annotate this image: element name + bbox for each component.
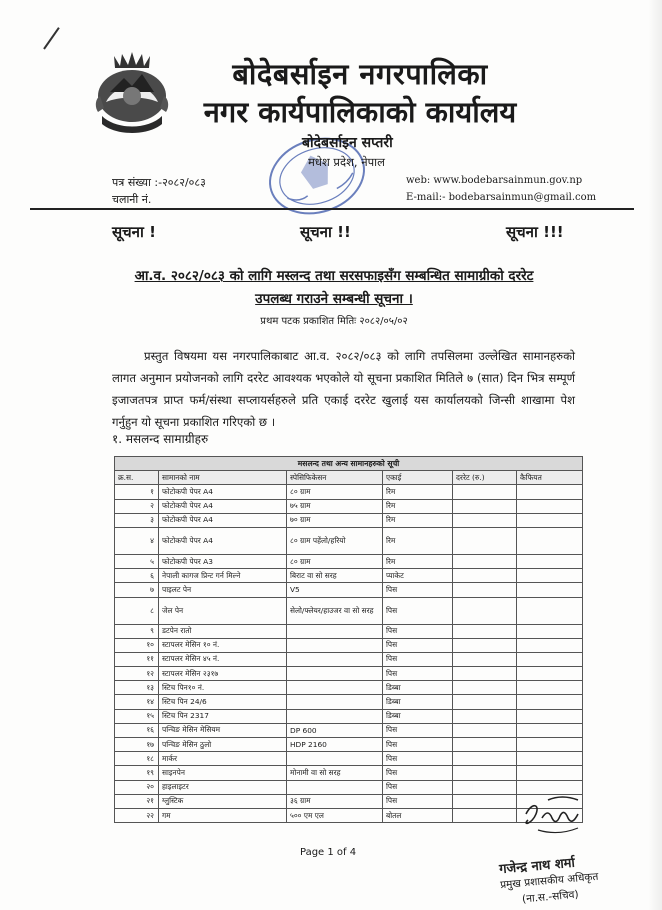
table-row: [115, 513, 583, 527]
unit-cell: रिम: [383, 499, 453, 513]
table-header-row: [115, 471, 583, 485]
published-date: प्रथम पटक प्रकाशित मितिः २०८२/०५/०२: [260, 316, 408, 327]
rate-cell: [453, 583, 517, 597]
remarks-cell: [517, 485, 583, 499]
rate-cell: [453, 527, 517, 554]
rate-cell: [453, 780, 517, 794]
column-header: दररेट (रु.): [453, 471, 517, 485]
remarks-cell: [517, 723, 583, 737]
specification-cell: [287, 681, 383, 695]
table-row: [115, 780, 583, 794]
remarks-cell: [517, 695, 583, 709]
unit-cell: पिस: [383, 752, 453, 766]
unit-cell: रिम: [383, 513, 453, 527]
table-row: [115, 638, 583, 652]
serial-cell: ६: [115, 569, 159, 583]
table-row: [115, 554, 583, 568]
item-name-cell: फोटोकपी पेपर A4: [159, 499, 287, 513]
serial-cell: १: [115, 485, 159, 499]
signatory-name: गजेन्द्र नाथ शर्मा: [498, 855, 576, 878]
item-name-cell: पन्चिङ मेसिन मेसियम: [159, 723, 287, 737]
item-name-cell: फोटोकपी पेपर A3: [159, 554, 287, 568]
specification-cell: HDP 2160: [287, 738, 383, 752]
items-table: [114, 456, 583, 823]
remarks-cell: [517, 624, 583, 638]
table-row: [115, 681, 583, 695]
address-line-2: मधेश प्रदेश, नेपाल: [308, 155, 385, 169]
specification-cell: ८० ग्राम पहेंलो/हरियो: [287, 527, 383, 554]
table-row: [115, 723, 583, 737]
specification-cell: ५०० एम एल: [287, 808, 383, 822]
table-caption: मसलन्द तथा अन्य सामानहरुको सूची: [115, 457, 583, 471]
serial-cell: ११: [115, 652, 159, 666]
remarks-cell: [517, 554, 583, 568]
specification-cell: ८० ग्राम: [287, 485, 383, 499]
specification-cell: [287, 624, 383, 638]
serial-cell: १९: [115, 766, 159, 780]
table-row: [115, 709, 583, 723]
signatory-title: प्रमुख प्रशासकीय अधिकृत: [499, 870, 599, 892]
remarks-cell: [517, 569, 583, 583]
unit-cell: डिब्बा: [383, 695, 453, 709]
unit-cell: पिस: [383, 583, 453, 597]
specification-cell: ८० ग्राम: [287, 554, 383, 568]
remarks-cell: [517, 583, 583, 597]
remarks-cell: [517, 738, 583, 752]
serial-cell: २२: [115, 808, 159, 822]
rate-cell: [453, 709, 517, 723]
unit-cell: पिस: [383, 624, 453, 638]
item-name-cell: पन्चिङ मेसिन ठुलो: [159, 738, 287, 752]
rate-cell: [453, 652, 517, 666]
rate-cell: [453, 624, 517, 638]
scan-shadow: [648, 0, 662, 910]
dispatch-number: चलानी नं.: [112, 193, 152, 206]
remarks-cell: [517, 681, 583, 695]
column-header: कैफियत: [517, 471, 583, 485]
signature-scribble: [518, 792, 588, 840]
unit-cell: पिस: [383, 638, 453, 652]
specification-cell: ३६ ग्राम: [287, 794, 383, 808]
specification-cell: V5: [287, 583, 383, 597]
item-name-cell: स्टिच पिन 24/6: [159, 695, 287, 709]
table-row: [115, 624, 583, 638]
remarks-cell: [517, 752, 583, 766]
item-name-cell: फोटोकपी पेपर A4: [159, 485, 287, 499]
pen-mark: [43, 27, 60, 49]
table-row: [115, 752, 583, 766]
rate-cell: [453, 569, 517, 583]
serial-cell: १३: [115, 681, 159, 695]
rate-cell: [453, 638, 517, 652]
item-name-cell: फोटोकपी पेपर A4: [159, 513, 287, 527]
unit-cell: प्याकेट: [383, 569, 453, 583]
specification-cell: [287, 695, 383, 709]
header-divider: [30, 208, 634, 210]
remarks-cell: [517, 766, 583, 780]
serial-cell: ८: [115, 597, 159, 624]
page-number: Page 1 of 4: [300, 847, 357, 858]
serial-cell: १८: [115, 752, 159, 766]
item-name-cell: ग्लुस्टिक: [159, 794, 287, 808]
signatory-role: (ना.स.-सचिव): [521, 888, 580, 906]
item-name-cell: जेल पेन: [159, 597, 287, 624]
serial-cell: १४: [115, 695, 159, 709]
unit-cell: रिम: [383, 485, 453, 499]
specification-cell: DP 600: [287, 723, 383, 737]
table-row: [115, 652, 583, 666]
rate-cell: [453, 794, 517, 808]
specification-cell: ७५ ग्राम: [287, 499, 383, 513]
item-name-cell: स्टिच पिन१० नं.: [159, 681, 287, 695]
unit-cell: पिस: [383, 766, 453, 780]
specification-cell: ७० ग्राम: [287, 513, 383, 527]
rate-cell: [453, 597, 517, 624]
remarks-cell: [517, 667, 583, 681]
rate-cell: [453, 499, 517, 513]
specification-cell: [287, 780, 383, 794]
items-table-body: [115, 457, 583, 823]
rate-cell: [453, 681, 517, 695]
serial-cell: ९: [115, 624, 159, 638]
serial-cell: १६: [115, 723, 159, 737]
unit-cell: पिस: [383, 794, 453, 808]
table-row: [115, 738, 583, 752]
item-name-cell: डटपेन रातो: [159, 624, 287, 638]
serial-cell: १२: [115, 667, 159, 681]
serial-cell: ५: [115, 554, 159, 568]
body-paragraph: प्रस्तुत विषयमा यस नगरपालिकाबाट आ.व. २०८२/०८३ को लागि तपसिलमा उल्लेखित सामानहरुको लागत अनुमान प्रयोजनको लागि दररेट आवश्यक भएकोले यो सूचना प्रकाशित मितिले ७ (सात) दिन भित्र सम्पूर्ण इजाजतपत्र प्राप्त फर्म/संस्था सप्लायर्सहरुले प्रति एकाई दररेट खुलाई यस कार्यालयको जिन्सी शाखामा पेश गर्नुहुन यो सूचना प्रकाशित गरिएको छ ।: [112, 349, 575, 429]
table-row: [115, 766, 583, 780]
item-name-cell: हाइलाइटर: [159, 780, 287, 794]
table-caption-row: [115, 457, 583, 471]
table-row: [115, 597, 583, 624]
serial-cell: ७: [115, 583, 159, 597]
serial-cell: २१: [115, 794, 159, 808]
website: web: www.bodebarsainmun.gov.np: [406, 175, 583, 186]
column-header: सामानको नाम: [159, 471, 287, 485]
subject-line-2: उपलब्ध गराउने सम्बन्धी सूचना ।: [255, 291, 413, 307]
letter-number: पत्र संख्या :-२०८२/०८३: [112, 176, 206, 189]
remarks-cell: [517, 652, 583, 666]
specification-cell: सेलो/फ्लेयर/हाउजर वा सो सरह: [287, 597, 383, 624]
rate-cell: [453, 808, 517, 822]
remarks-cell: [517, 499, 583, 513]
rate-cell: [453, 485, 517, 499]
unit-cell: रिम: [383, 527, 453, 554]
section-title: १. मसलन्द सामाग्रीहरु: [112, 432, 209, 446]
rate-cell: [453, 513, 517, 527]
serial-cell: १७: [115, 738, 159, 752]
email: E-mail:- bodebarsainmun@gmail.com: [406, 192, 597, 203]
item-name-cell: फोटोकपी पेपर A4: [159, 527, 287, 554]
unit-cell: डिब्बा: [383, 709, 453, 723]
rate-cell: [453, 723, 517, 737]
rate-cell: [453, 738, 517, 752]
specification-cell: [287, 652, 383, 666]
specification-cell: [287, 709, 383, 723]
table-row: [115, 667, 583, 681]
table-row: [115, 695, 583, 709]
item-name-cell: स्टापलर मेसिन १० नं.: [159, 638, 287, 652]
unit-cell: बोतल: [383, 808, 453, 822]
nepal-emblem-icon: [92, 52, 172, 136]
unit-cell: पिस: [383, 652, 453, 666]
serial-cell: ३: [115, 513, 159, 527]
item-name-cell: स्टापलर मेसिन ४५ नं.: [159, 652, 287, 666]
notice-heading: सूचना !: [112, 223, 156, 241]
table-row: [115, 527, 583, 554]
unit-cell: पिस: [383, 723, 453, 737]
table-row: [115, 808, 583, 822]
remarks-cell: [517, 597, 583, 624]
rate-cell: [453, 695, 517, 709]
subject-line-1: आ.व. २०८२/०८३ को लागि मस्लन्द तथा सरसफाइसँग सम्बन्धित सामाग्रीको दररेट: [134, 268, 534, 284]
unit-cell: पिस: [383, 780, 453, 794]
rate-cell: [453, 766, 517, 780]
item-name-cell: स्टापलर मेसिन २३१७: [159, 667, 287, 681]
notice-heading: सूचना !!!: [506, 223, 564, 241]
remarks-cell: [517, 513, 583, 527]
rate-cell: [453, 667, 517, 681]
column-header: एकाई: [383, 471, 453, 485]
column-header: स्पेसिफिकेसन: [287, 471, 383, 485]
table-row: [115, 583, 583, 597]
rate-cell: [453, 554, 517, 568]
remarks-cell: [517, 709, 583, 723]
unit-cell: पिस: [383, 667, 453, 681]
specification-cell: [287, 638, 383, 652]
serial-cell: ४: [115, 527, 159, 554]
item-name-cell: पाइलट पेन: [159, 583, 287, 597]
column-header: क्र.स.: [115, 471, 159, 485]
unit-cell: रिम: [383, 554, 453, 568]
unit-cell: पिस: [383, 738, 453, 752]
notice-heading: सूचना !!: [300, 223, 351, 241]
rate-cell: [453, 752, 517, 766]
specification-cell: मोनामी वा सो सरह: [287, 766, 383, 780]
remarks-cell: [517, 527, 583, 554]
specification-cell: बिराट वा सो सरह: [287, 569, 383, 583]
table-row: [115, 485, 583, 499]
address-line-1: बोदेबर्साइन सप्तरी: [302, 135, 393, 151]
office-name: नगर कार्यपालिकाको कार्यालय: [203, 95, 517, 129]
serial-cell: २०: [115, 780, 159, 794]
specification-cell: [287, 752, 383, 766]
serial-cell: १०: [115, 638, 159, 652]
item-name-cell: स्टिच पिन 2317: [159, 709, 287, 723]
remarks-cell: [517, 638, 583, 652]
item-name-cell: गम: [159, 808, 287, 822]
item-name-cell: साइनपेन: [159, 766, 287, 780]
table-row: [115, 794, 583, 808]
unit-cell: डिब्बा: [383, 681, 453, 695]
item-name-cell: मार्कर: [159, 752, 287, 766]
serial-cell: २: [115, 499, 159, 513]
item-name-cell: नेपाली कागज प्रिन्ट गर्न मिल्ने: [159, 569, 287, 583]
specification-cell: [287, 667, 383, 681]
unit-cell: पिस: [383, 597, 453, 624]
table-row: [115, 569, 583, 583]
org-name: बोदेबर्साइन नगरपालिका: [232, 57, 488, 91]
table-row: [115, 499, 583, 513]
serial-cell: १५: [115, 709, 159, 723]
